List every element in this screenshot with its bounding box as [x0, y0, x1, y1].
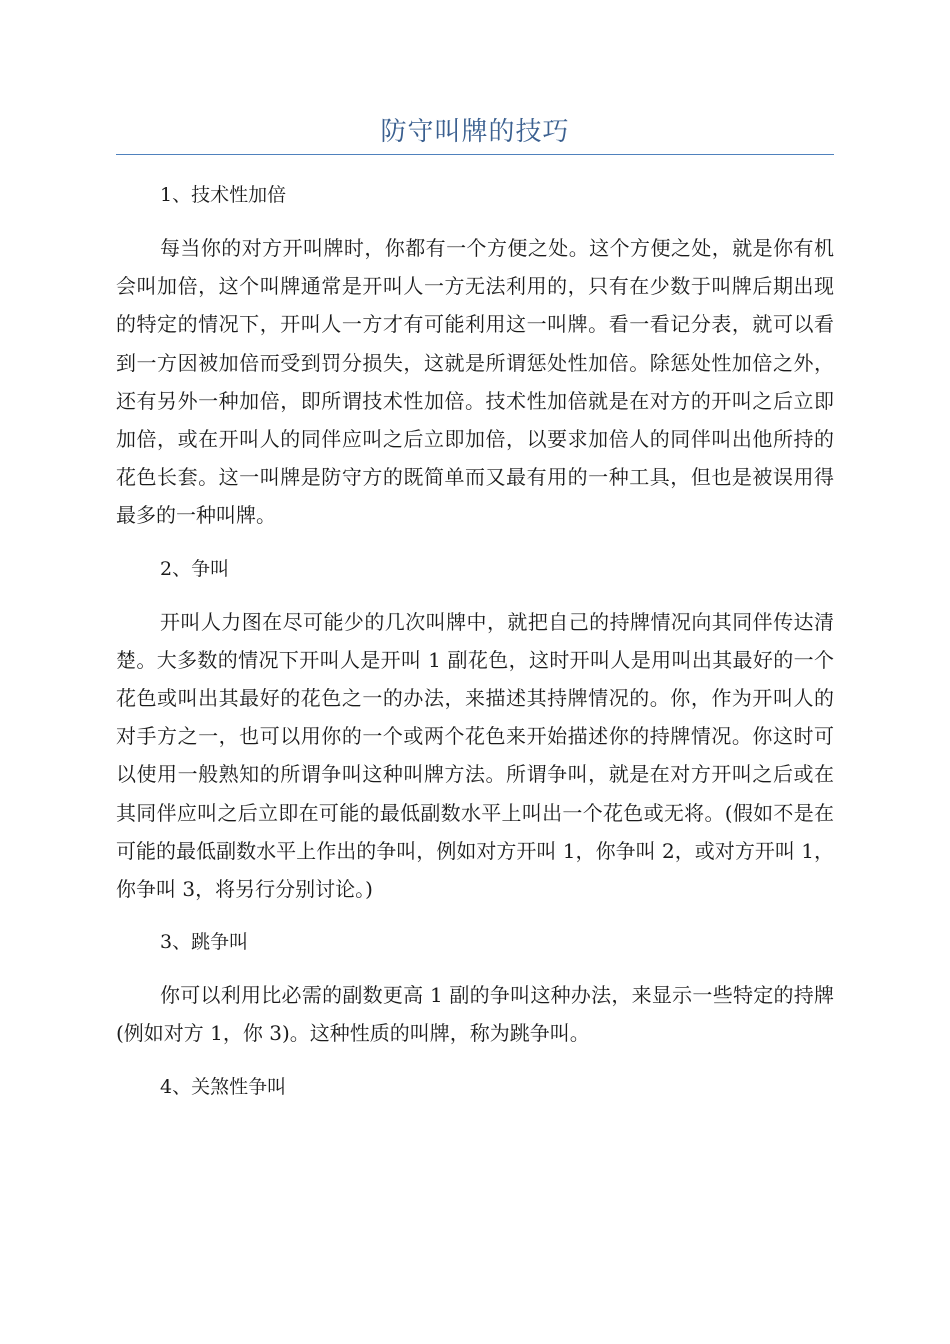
document-body: [116, 176, 834, 1106]
section-heading-overcall: 2、争叫: [160, 557, 230, 580]
title-underline: [116, 154, 834, 155]
document-title: 防守叫牌的技巧: [380, 117, 570, 147]
section-heading-preemptive-overcall: 4、关煞性争叫: [160, 1075, 287, 1098]
section-paragraph-overcall: 开叫人力图在尽可能少的几次叫牌中，就把自己的持牌情况向其同伴传达清楚。大多数的情况下开叫人是开叫 1 副花色，这时开叫人是用叫出其最好的一个花色或叫出其最好的花色之一的办法，来描述其持牌情况的。你，作为开叫人的对手方之一，也可以用你的一个或两个花色来开始描述你的持牌情况。你这时可以使用一般熟知的所谓争叫这种叫牌方法。所谓争叫，就是在对方开叫之后或在其同伴应叫之后立即在可能的最低副数水平上叫出一个花色或无将。(假如不是在可能的最低副数水平上作出的争叫，例如对方开叫 1，你争叫 2，或对方开叫 1，你争叫 3，将另行分别讨论。): [116, 609, 834, 902]
section-heading-jump-overcall: 3、跳争叫: [160, 931, 249, 954]
section-heading-technical-double: 1、技术性加倍: [160, 184, 287, 206]
section-paragraph-jump-overcall: 你可以利用比必需的副数更高 1 副的争叫这种办法，来显示一些特定的持牌(例如对方 1，你 3)。这种性质的叫牌，称为跳争叫。: [116, 983, 834, 1046]
section-paragraph-technical-double: 每当你的对方开叫牌时，你都有一个方便之处。这个方便之处，就是你有机会叫加倍，这个叫牌通常是开叫人一方无法利用的，只有在少数于叫牌后期出现的特定的情况下，开叫人一方才有可能利用这一叫牌。看一看记分表，就可以看到一方因被加倍而受到罚分损失，这就是所谓惩处性加倍。除惩处性加倍之外，还有另外一种加倍，即所谓技术性加倍。技术性加倍就是在对方的开叫之后立即加倍，或在开叫人的同伴应叫之后立即加倍，以要求加倍人的同伴叫出他所持的花色长套。这一叫牌是防守方的既简单而又最有用的一种工具，但也是被误用得最多的一种叫牌。: [116, 236, 834, 528]
